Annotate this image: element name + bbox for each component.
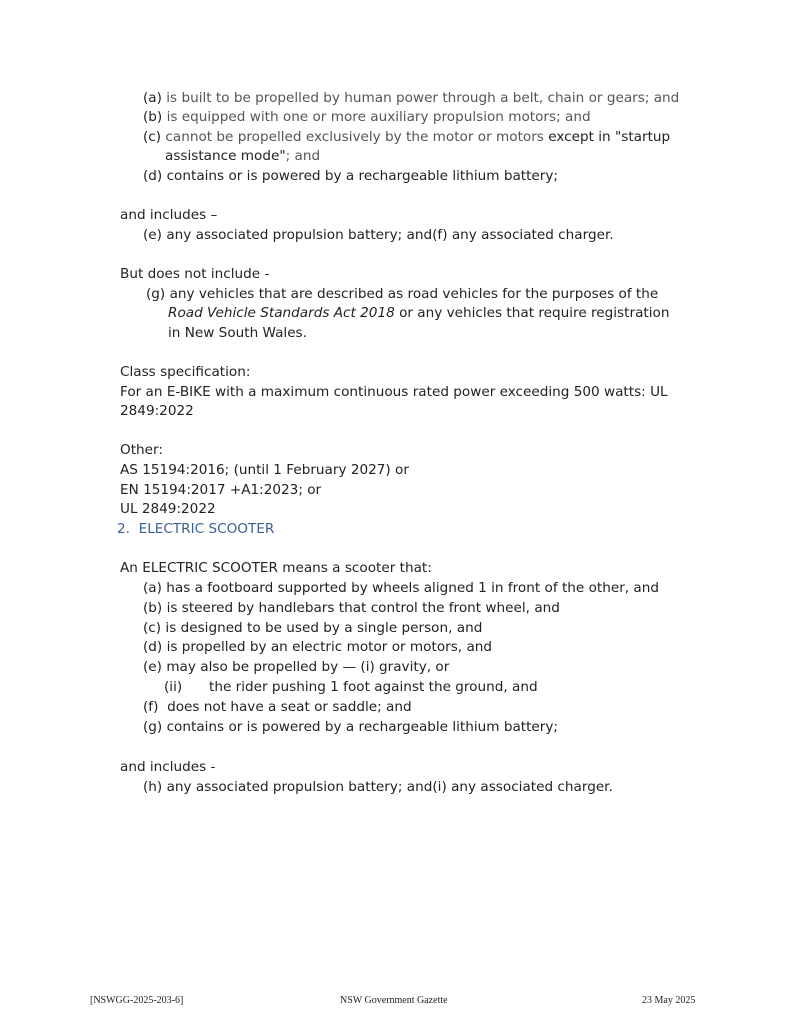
list-item	[143, 778, 613, 796]
item-text: any associated propulsion battery; and(i) any associated charger.	[166, 779, 613, 795]
item-id: (g)	[143, 719, 163, 735]
item-text: or any vehicles that require registration	[394, 305, 670, 321]
list-item	[143, 658, 450, 676]
other-item: AS 15194:2016; (until 1 February 2027) or	[120, 462, 409, 478]
act-title: Road Vehicle Standards Act 2018	[168, 305, 395, 321]
item-text: cannot be propelled exclusively by the motor or motors	[165, 129, 549, 145]
item-id: (h)	[143, 779, 163, 795]
list-item	[143, 579, 659, 597]
item-text: has a footboard supported by wheels aligned 1 in front of the other, and	[166, 580, 659, 596]
scooter-intro: An ELECTRIC SCOOTER means a scooter that:	[120, 560, 432, 576]
other-item: UL 2849:2022	[120, 501, 216, 517]
class-spec-label: Class specification:	[120, 364, 251, 380]
item-text: ; and	[285, 148, 321, 164]
item-text: assistance mode"	[165, 148, 286, 164]
class-spec-text: 2849:2022	[120, 403, 194, 419]
footer-publication: NSW Government Gazette	[340, 995, 448, 1006]
item-text: any associated propulsion battery; and(f) any associated charger.	[166, 227, 614, 243]
includes-label: and includes –	[120, 207, 218, 223]
item-text: contains or is powered by a rechargeable lithium battery;	[166, 168, 559, 184]
other-item: EN 15194:2017 +A1:2023; or	[120, 482, 322, 498]
excludes-label: But does not include -	[120, 266, 270, 282]
list-item	[143, 718, 558, 736]
other-label: Other:	[120, 442, 163, 458]
list-item	[143, 619, 482, 637]
item-text: contains or is powered by a rechargeable lithium battery;	[166, 719, 559, 735]
list-item	[143, 226, 614, 244]
list-item	[143, 128, 670, 146]
item-id: (c)	[143, 129, 162, 145]
list-item-continuation: in New South Wales.	[168, 325, 307, 341]
list-item	[146, 285, 658, 303]
item-text: any vehicles that are described as road vehicles for the purposes of the	[169, 286, 659, 302]
item-id: (e)	[143, 227, 162, 243]
item-id: (a)	[143, 90, 162, 106]
list-item-continuation	[165, 147, 320, 165]
item-text: does not have a seat or saddle; and	[167, 699, 412, 715]
item-id: (ii)	[164, 679, 183, 695]
item-text: the rider pushing 1 foot against the ground, and	[209, 679, 538, 695]
footer-reference: [NSWGG-2025-203-6]	[90, 995, 184, 1006]
list-item	[143, 698, 412, 716]
item-text: is steered by handlebars that control the front wheel, and	[166, 600, 560, 616]
list-item	[143, 638, 492, 656]
list-item	[143, 108, 591, 126]
item-text: is equipped with one or more auxiliary propulsion motors; and	[166, 109, 591, 125]
item-subtext: gravity, or	[379, 659, 450, 675]
list-item	[143, 89, 679, 107]
list-item	[143, 167, 558, 185]
list-item	[143, 599, 560, 617]
item-id: (a)	[143, 580, 162, 596]
item-id: (d)	[143, 639, 163, 655]
list-item-continuation	[168, 304, 669, 322]
section-number: 2.	[117, 521, 130, 537]
item-text: is built to be propelled by human power through a belt, chain or gears; and	[166, 90, 680, 106]
class-spec-text: For an E-BIKE with a maximum continuous rated power exceeding 500 watts: UL	[120, 384, 668, 400]
includes-label: and includes -	[120, 759, 216, 775]
item-text: may also be propelled by — (i)	[166, 659, 375, 675]
item-id: (f)	[143, 699, 159, 715]
item-id: (g)	[146, 286, 166, 302]
list-item	[164, 678, 538, 696]
section-title: ELECTRIC SCOOTER	[138, 521, 275, 537]
item-text: is designed to be used by a single person, and	[165, 620, 483, 636]
section-heading	[117, 520, 274, 538]
item-id: (c)	[143, 620, 162, 636]
item-id: (e)	[143, 659, 162, 675]
item-text: is propelled by an electric motor or motors, and	[166, 639, 493, 655]
item-id: (b)	[143, 109, 163, 125]
footer-date: 23 May 2025	[642, 995, 696, 1006]
item-id: (d)	[143, 168, 163, 184]
item-text: except in "startup	[548, 129, 671, 145]
item-id: (b)	[143, 600, 163, 616]
